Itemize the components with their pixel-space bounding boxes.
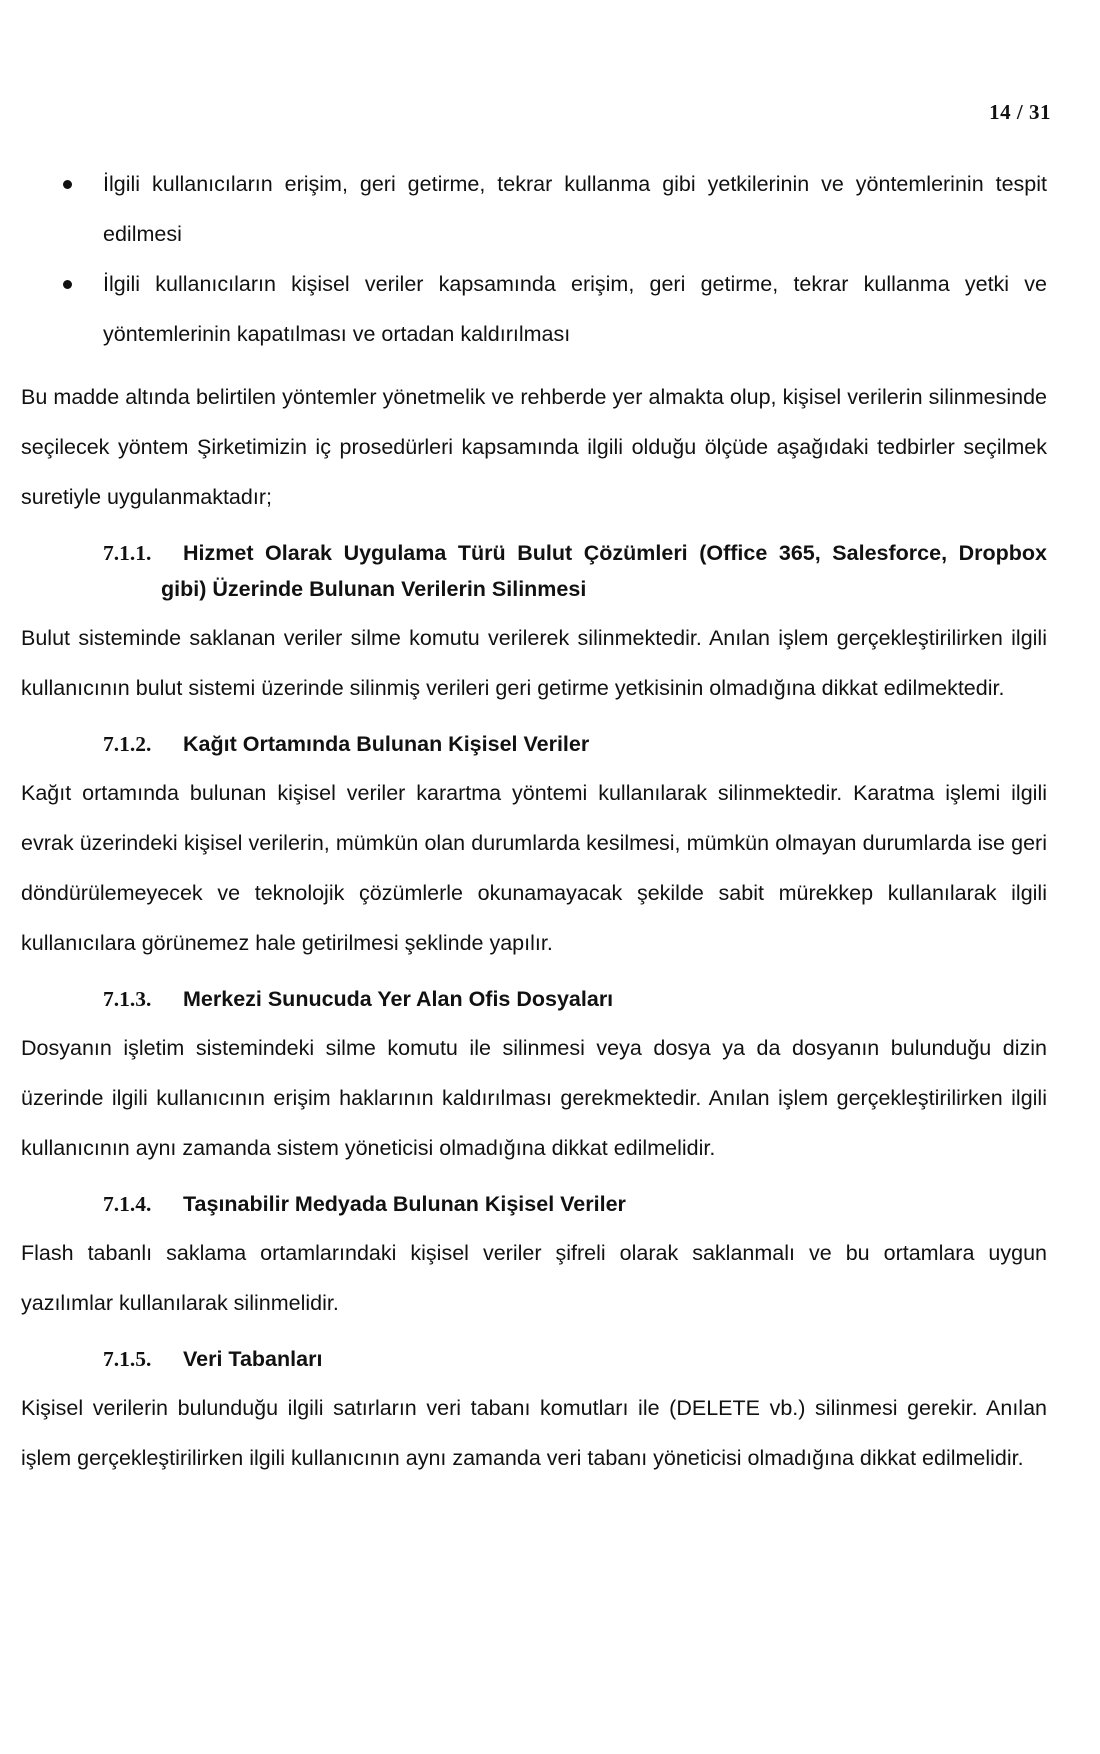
page-number: 14 / 31: [989, 100, 1051, 124]
section-heading: [21, 1341, 1047, 1377]
section-title: Taşınabilir Medyada Bulunan Kişisel Veriler: [183, 1192, 626, 1216]
section-paragraph: Dosyanın işletim sistemindeki silme komutu ile silinmesi veya dosya ya da dosyanın bulunduğu dizin üzerinde ilgili kullanıcının erişim haklarının kaldırılması gerekmektedir. Anılan işlem gerçekleştirilirken ilgili kullanıcının aynı zamanda sistem yöneticisi olmadığına dikkat edilmelidir.: [21, 1036, 1047, 1160]
section-title: Kağıt Ortamında Bulunan Kişisel Veriler: [183, 732, 590, 756]
section-heading: [21, 1186, 1047, 1222]
section-paragraph: Flash tabanlı saklama ortamlarındaki kişisel veriler şifreli olarak saklanmalı ve bu ortamlara uygun yazılımlar kullanılarak silinmelidir.: [21, 1241, 1047, 1315]
section-title: Merkezi Sunucuda Yer Alan Ofis Dosyaları: [183, 987, 614, 1011]
bullet-list: [21, 159, 1047, 359]
section-paragraph: Kişisel verilerin bulunduğu ilgili satırların veri tabanı komutları ile (DELETE vb.) silinmesi gerekir. Anılan işlem gerçekleştirilirken ilgili kullanıcının aynı zamanda veri tabanı yöneticisi olmadığına dikkat edilmelidir.: [21, 1396, 1047, 1470]
section-heading: [21, 535, 1047, 607]
section-number: 7.1.4.: [103, 1192, 152, 1216]
bullet-dot-icon: [63, 180, 72, 189]
section-number: 7.1.1.: [103, 541, 152, 565]
section-title: Hizmet Olarak Uygulama Türü Bulut Çözümleri (Office 365, Salesforce, Dropbox gibi) Üzerinde Bulunan Verilerin Silinmesi: [161, 541, 1047, 601]
section-heading: [21, 981, 1047, 1017]
section-title: Veri Tabanları: [183, 1347, 323, 1371]
bullet-text: İlgili kullanıcıların erişim, geri getirme, tekrar kullanma gibi yetkilerinin ve yöntemlerinin tespit edilmesi: [103, 172, 1047, 246]
section-number: 7.1.2.: [103, 732, 152, 756]
section-number: 7.1.3.: [103, 987, 152, 1011]
document-body: [21, 159, 1047, 1483]
section-paragraph: Bulut sisteminde saklanan veriler silme komutu verilerek silinmektedir. Anılan işlem gerçekleştirilirken ilgili kullanıcının bulut sistemi üzerinde silinmiş verileri geri getirme yetkisinin olmadığına dikkat edilmektedir.: [21, 626, 1047, 700]
bullet-item: [21, 159, 1047, 259]
intro-paragraph: Bu madde altında belirtilen yöntemler yönetmelik ve rehberde yer almakta olup, kişisel verilerin silinmesinde seçilecek yöntem Şirketimizin iç prosedürleri kapsamında ilgili olduğu ölçüde aşağıdaki tedbirler seçilmek suretiyle uygulanmaktadır;: [21, 385, 1047, 509]
section-number: 7.1.5.: [103, 1347, 152, 1371]
bullet-text: İlgili kullanıcıların kişisel veriler kapsamında erişim, geri getirme, tekrar kullanma yetki ve yöntemlerinin kapatılması ve ortadan kaldırılması: [103, 272, 1047, 346]
section-heading: [21, 726, 1047, 762]
section-paragraph: Kağıt ortamında bulunan kişisel veriler karartma yöntemi kullanılarak silinmektedir. Karatma işlemi ilgili evrak üzerindeki kişisel verilerin, mümkün olan durumlarda kesilmesi, mümkün olmayan durumlarda ise geri döndürülemeyecek ve teknolojik çözümlerle okunamayacak şekilde sabit mürekkep kullanılarak ilgili kullanıcılara görünemez hale getirilmesi şeklinde yapılır.: [21, 781, 1047, 955]
bullet-item: [21, 259, 1047, 359]
bullet-dot-icon: [63, 280, 72, 289]
